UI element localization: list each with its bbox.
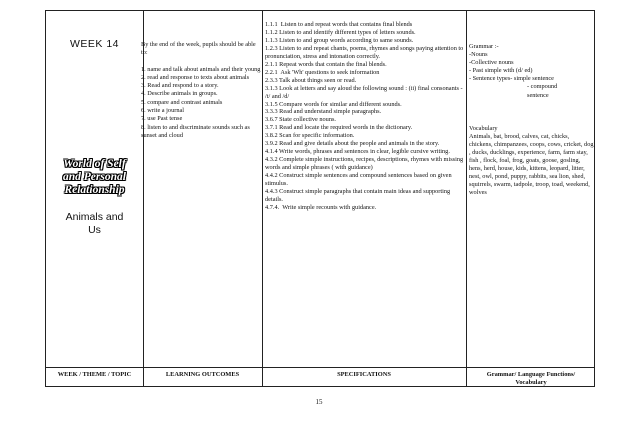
specification-item: 3.1.5 Compare words for similar and different sounds.: [265, 100, 402, 108]
specification-item: 1.1.2 Listen to and identify different types of letters sounds.: [265, 28, 416, 36]
learning-outcomes-intro: By the end of the week, pupils should be able to:: [141, 41, 258, 57]
learning-outcome-item: 8. listen to and discriminate sounds such as sunset and cloud: [141, 123, 252, 139]
footer-specifications: SPECIFICATIONS: [337, 371, 391, 378]
learning-outcome-item: 6. write a journal: [141, 107, 185, 115]
specification-item: 3.3.3 Read and understand simple paragraphs.: [265, 108, 382, 116]
footer-grammar-line: Vocabulary: [515, 378, 547, 386]
footer-week-theme-topic: WEEK / THEME / TOPIC: [57, 371, 132, 378]
specifications: [265, 21, 465, 212]
topic-title: [46, 211, 143, 237]
specification-item: 4.4.3 Construct simple paragraphs that contain main ideas and supporting details.: [265, 188, 452, 203]
syllabus-table: [45, 10, 595, 387]
specification-item: 3.1.3 Look at letters and say aloud the following sound : (ii) final consonants - /t/ and /d/: [265, 84, 465, 100]
page-number: 15: [315, 398, 323, 406]
specification-item: 3.9.2 Read and give details about the people and animals in the story.: [265, 140, 440, 148]
footer-grammar-line: Grammar/ Language Functions/: [486, 371, 576, 378]
specification-item: 4.7.4. Write simple recounts with guidance.: [265, 203, 377, 211]
grammar-line: - compound: [527, 83, 558, 91]
grammar-line: - Past simple with (d/ ed): [469, 67, 533, 75]
specification-item: 4.4.2 Construct simple sentences and compound sentences based on given stimulus.: [265, 172, 454, 188]
theme-title-line: Relationship: [64, 184, 125, 196]
specification-item: 4.3.2 Complete simple instructions, recipes, descriptions, rhymes with missing words and simple phrases ( with guidance): [265, 156, 465, 172]
specification-item: 3.6.7 State collective nouns.: [265, 116, 336, 124]
specification-item: 4.1.4 Write words, phrases and sentences in clear, legible cursive writing.: [265, 148, 450, 156]
footer-learning-outcomes: LEARNING OUTCOMES: [165, 371, 240, 378]
specification-item: 1.2.3 Listen to and repeat chants, poems, rhymes and songs paying attention to pronunciation, stress and intonation correctly.: [265, 44, 465, 60]
specification-item: 2.2.1 Ask 'Wh' questions to seek information: [265, 68, 380, 76]
learning-outcome-item: 4. Describe animals in groups.: [141, 90, 218, 98]
specification-item: 1.1.3 Listen to and group words according to same sounds.: [265, 36, 414, 44]
topic-title-line: Us: [88, 224, 101, 236]
specification-item: 2.3.3 Talk about things seen or read.: [265, 76, 357, 84]
column-divider: [262, 11, 263, 386]
grammar-line: Grammar :-: [469, 43, 499, 50]
learning-outcome-item: 1. name and talk about animals and their young: [141, 65, 261, 73]
grammar-vocabulary: [469, 43, 594, 198]
week-label: WEEK 14: [69, 38, 120, 50]
specification-item: 3.7.1 Read and locate the required words in the dictionary.: [265, 124, 413, 132]
footer-grammar-vocabulary: [466, 371, 596, 386]
column-divider: [466, 11, 467, 386]
grammar-line: - Sentence types- simple sentence: [469, 75, 554, 83]
theme-title-line: World of Self: [63, 158, 126, 170]
topic-title-line: Animals and: [65, 211, 124, 223]
specification-item: 3.8.2 Scan for specific information.: [265, 132, 355, 140]
specification-item: 2.1.1 Repeat words that contain the final blends.: [265, 60, 387, 68]
grammar-line: sentence: [527, 91, 549, 99]
learning-outcome-item: 3. Read and respond to a story.: [141, 82, 219, 90]
table-footer: [46, 368, 594, 388]
vocabulary-heading: Vocabulary: [469, 124, 498, 132]
theme-title: [46, 158, 143, 197]
specification-item: 1.1.1 Listen to and repeat words that contains final blends: [265, 21, 413, 28]
vocabulary-text: Animals, bat, brood, calves, cat, chicks, chickens, chimpanzees, coops, cows, cricket, dog , ducks, ducklings, experience, farm, farm stay, fish , flock, foal, frog, goats, goose, gosling, hens, herd, house, kids, kittens, leopard, litter, nest, owl, pond, puppy, rabbits, sea lion, shed, squirrels, swarm, tadpole, troop, toad, weekend, wolves: [469, 132, 596, 197]
learning-outcome-item: 5. compare and contrast animals: [141, 98, 223, 106]
learning-outcome-item: 2. read and response to texts about animals: [141, 73, 250, 81]
grammar-line: -Nouns: [469, 51, 488, 59]
learning-outcomes: [141, 41, 261, 140]
grammar-line: -Collective nouns: [469, 59, 514, 67]
theme-title-line: and Personal: [63, 171, 126, 183]
learning-outcome-item: 7. use Past tense: [141, 115, 183, 123]
